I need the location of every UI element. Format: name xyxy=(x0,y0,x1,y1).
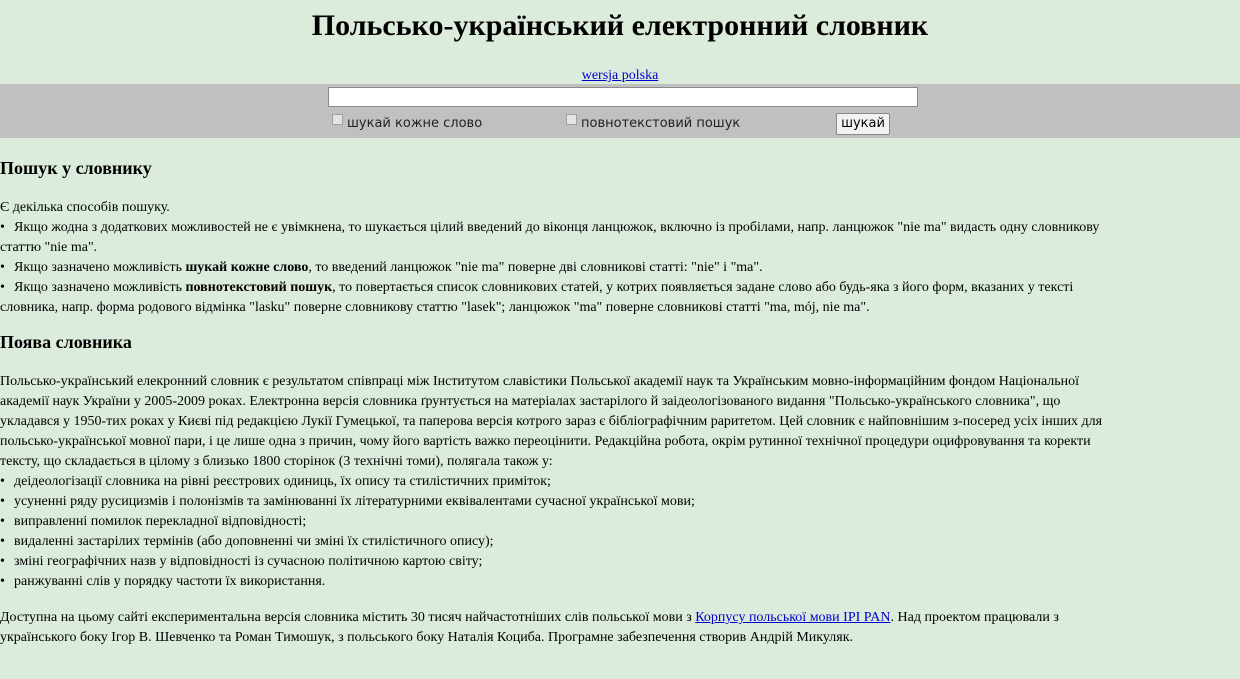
search-bullet-2-term: шукай кожне слово xyxy=(185,260,309,275)
search-section-heading: Пошук у словнику xyxy=(0,158,152,178)
origin-list-item-text: деідеологізації словника на рівні реєстрових одиниць, їх опису та стилістичних приміток; xyxy=(14,474,551,489)
search-bullet-2-pre: Якщо зазначено можливість xyxy=(14,260,186,275)
fulltext-label: повнотекстовий пошук xyxy=(581,116,741,131)
bullet-mark: • xyxy=(0,554,5,569)
search-bullet-1-cont: статтю "nie ma". xyxy=(0,240,98,255)
credits-paragraph-cont: українського боку Ігор В. Шевченко та Роман Тимошук, з польського боку Наталія Коциба. Програмне забезпечення створив Андрій Микуляк. xyxy=(0,630,853,645)
search-intro: Є декілька способів пошуку. xyxy=(0,200,170,215)
origin-list-item xyxy=(0,492,1240,512)
origin-list-item xyxy=(0,552,1240,572)
every-word-label: шукай кожне слово xyxy=(347,116,483,131)
polish-version-link[interactable]: wersja polska xyxy=(581,68,659,83)
bullet-mark: • xyxy=(0,514,5,529)
fulltext-checkbox[interactable] xyxy=(566,114,577,125)
origin-section-heading: Поява словника xyxy=(0,332,132,352)
search-bullet-1-text: Якщо жодна з додаткових можливостей не є увімкнена, то шукається цілий введений до віконця ланцюжок, включно із пробілами, напр. ланцюжок "nie ma" видасть одну словникову xyxy=(14,220,1100,235)
fulltext-option[interactable] xyxy=(566,114,740,134)
search-bullet-3-pre: Якщо зазначено можливість xyxy=(14,280,186,295)
search-bar xyxy=(0,84,1240,138)
origin-paragraph-line: академії наук України у 2005-2009 роках. Електронна версія словника ґрунтується на матеріалах застарілого й заідеологізованого видання "Польсько-українського словника", що xyxy=(0,394,1061,409)
search-bullet-3-term: повнотекстовий пошук xyxy=(185,280,333,295)
bullet-mark: • xyxy=(0,474,5,489)
origin-list-item xyxy=(0,532,1240,552)
bullet-mark: • xyxy=(0,280,5,295)
origin-list-item-text: видаленні застарілих термінів (або доповненні чи зміні їх стилістичного опису); xyxy=(14,534,494,549)
credits-pre: Доступна на цьому сайті експериментальна версія словника містить 30 тисяч найчастотніших слів польської мови з xyxy=(0,610,696,625)
search-bullet-2-post: , то введений ланцюжок "nie ma" поверне дві словникові статті: "nie" і "ma". xyxy=(308,260,763,275)
search-bullet-3 xyxy=(0,278,1240,298)
origin-paragraph-line: тексту, що складається в цілому з близько 1800 сторінок (3 технічні томи), полягала також у: xyxy=(0,454,553,469)
search-bullet-2 xyxy=(0,258,1240,278)
origin-list-item xyxy=(0,472,1240,492)
every-word-checkbox[interactable] xyxy=(332,114,343,125)
every-word-option[interactable] xyxy=(332,114,482,134)
credits-post: . Над проектом працювали з xyxy=(890,610,1059,625)
origin-list-item-text: ранжуванні слів у порядку частоти їх використання. xyxy=(14,574,326,589)
origin-list-item-text: виправленні помилок перекладної відповідності; xyxy=(14,514,307,529)
search-bullet-3-post: , то повертається список словникових статей, у котрих появляється задане слово або будь-яка з його форм, вказаних у тексті xyxy=(332,280,1074,295)
credits-paragraph xyxy=(0,608,1240,628)
origin-list-item xyxy=(0,512,1240,532)
search-button[interactable]: шукай xyxy=(836,113,890,135)
origin-list-item-text: усуненні ряду русицизмів і полонізмів та замінюванні їх літературними еквівалентами сучасної української мови; xyxy=(14,494,695,509)
bullet-mark: • xyxy=(0,494,5,509)
origin-list-item xyxy=(0,572,1240,592)
bullet-mark: • xyxy=(0,534,5,549)
origin-paragraph-line: польсько-української мовної пари, і це лише одна з причин, чому його вартість важко переоцінити. Редакційна робота, окрім рутинної технічної процедури оцифровування та коректи xyxy=(0,434,1091,449)
search-input[interactable] xyxy=(328,87,918,107)
origin-paragraph-line: укладався у 1950-тих роках у Києві під редакцією Лукії Гумецької, та паперова версія котрого зараз є бібліографічним раритетом. Цей словник є найповнішим з-посеред усіх інших для xyxy=(0,414,1103,429)
bullet-mark: • xyxy=(0,220,5,235)
language-switch-row xyxy=(0,67,1240,85)
bullet-mark: • xyxy=(0,574,5,589)
search-bullet-1 xyxy=(0,218,1240,238)
origin-paragraph-line: Польсько-український елекронний словник є результатом співпраці між Інститутом славістики Польської академії наук та Українським мовно-інформаційним фондом Національної xyxy=(0,374,1080,389)
page-title: Польсько-український електронний словник xyxy=(311,9,929,42)
ipi-pan-corpus-link[interactable]: Корпусу польської мови IPI PAN xyxy=(695,610,891,625)
search-bullet-3-cont: словника, напр. форма родового відмінка "lasku" поверне словникову статтю "lasek"; ланцюжок "ma" поверне словникові статті "ma, mój, nie ma". xyxy=(0,300,870,315)
bullet-mark: • xyxy=(0,260,5,275)
origin-list-item-text: зміні географічних назв у відповідності із сучасною політичною картою світу; xyxy=(14,554,483,569)
main-content xyxy=(0,156,1240,648)
